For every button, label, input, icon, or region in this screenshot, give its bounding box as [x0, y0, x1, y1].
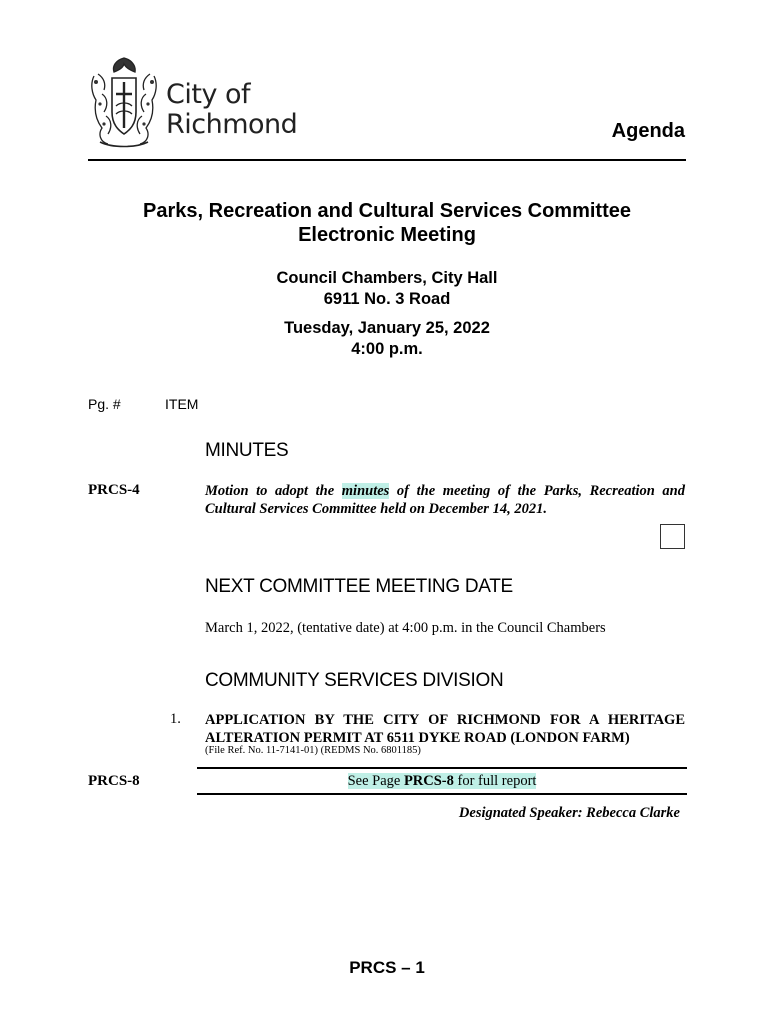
meeting-title-line-2: Electronic Meeting: [298, 224, 476, 246]
meeting-date: Tuesday, January 25, 2022: [284, 319, 490, 337]
meeting-title-line-1: Parks, Recreation and Cultural Services Committee: [143, 200, 631, 222]
meeting-datetime: [88, 318, 686, 360]
city-crest-logo: [86, 54, 162, 150]
document-type-heading: Agenda: [611, 120, 685, 142]
page-footer-label: PRCS – 1: [349, 958, 425, 977]
see-page-link[interactable]: [197, 773, 687, 790]
see-page-ref: PRCS-8: [403, 773, 454, 789]
agenda-item-number: 1.: [170, 711, 181, 727]
meeting-title: [88, 199, 686, 247]
column-heading-item: ITEM: [165, 396, 199, 412]
item-page-ref[interactable]: PRCS-8: [88, 773, 140, 789]
header-divider: [88, 159, 686, 161]
meeting-time: 4:00 p.m.: [351, 340, 423, 358]
agenda-item-file-ref: (File Ref. No. 11-7141-01) (REDMS No. 6801185): [205, 745, 421, 756]
minutes-highlight-link[interactable]: minutes: [341, 483, 390, 499]
minutes-motion: [205, 482, 685, 518]
next-meeting-text: March 1, 2022, (tentative date) at 4:00 p.m. in the Council Chambers: [205, 620, 606, 636]
minutes-page-ref[interactable]: PRCS-4: [88, 482, 140, 498]
motion-text-after: of the meeting of the Parks, Recreation and Cultural Services Committee held on December 14, 2021.: [205, 483, 685, 517]
location-line-2: 6911 No. 3 Road: [323, 290, 451, 308]
city-logo-wordmark: [166, 80, 297, 140]
minutes-heading: MINUTES: [205, 440, 289, 461]
meeting-location: [88, 268, 686, 310]
location-line-1: Council Chambers, City Hall: [276, 269, 498, 287]
designated-speaker: Designated Speaker: Rebecca Clarke: [458, 805, 680, 821]
logo-line-1: City of: [166, 79, 251, 110]
division-heading: COMMUNITY SERVICES DIVISION: [205, 670, 504, 691]
motion-text-before: Motion to adopt the: [205, 483, 342, 499]
logo-line-2: Richmond: [166, 109, 298, 140]
see-page-before: See Page: [347, 773, 404, 789]
motion-checkbox[interactable]: [660, 524, 685, 549]
next-meeting-heading: NEXT COMMITTEE MEETING DATE: [205, 576, 513, 597]
agenda-item-title: APPLICATION BY THE CITY OF RICHMOND FOR A HERITAGE ALTERATION PERMIT AT 6511 DYKE ROAD (LONDON FARM): [205, 712, 685, 746]
column-heading-page: Pg. #: [88, 396, 121, 412]
see-page-after: for full report: [453, 773, 537, 789]
